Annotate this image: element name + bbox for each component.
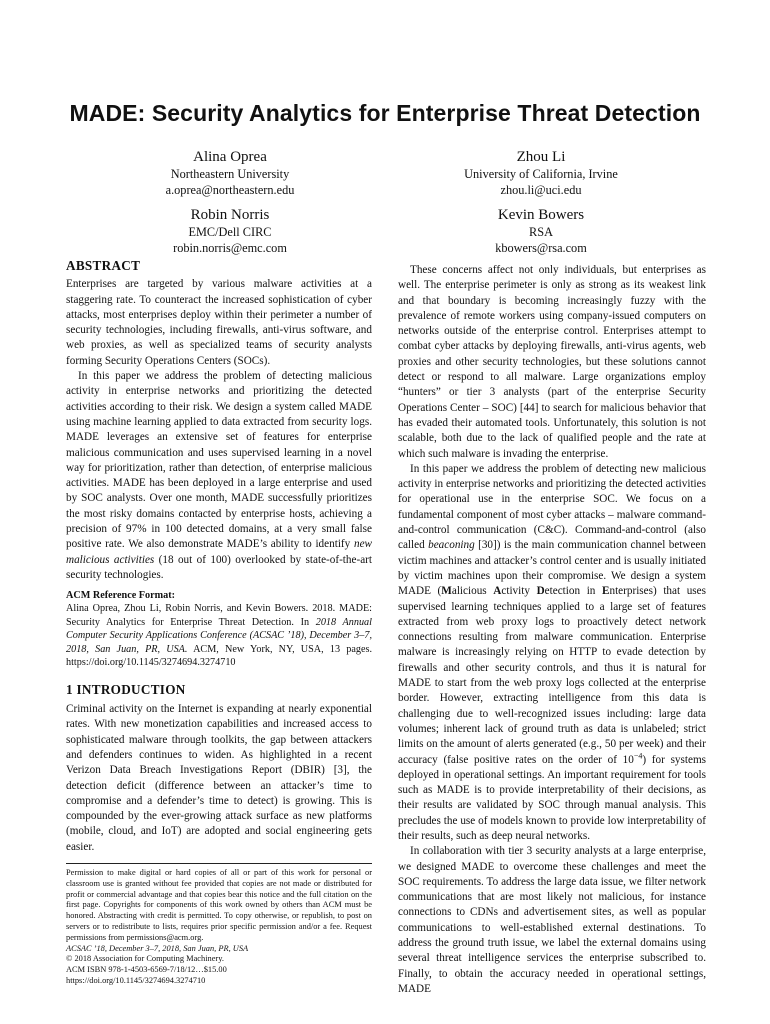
abstract-heading: ABSTRACT	[66, 258, 141, 273]
author-email[interactable]: robin.norris@emc.com	[173, 241, 287, 255]
doi-link[interactable]: https://doi.org/10.1145/3274694.3274710	[66, 975, 206, 985]
abstract-paragraph-2: In this paper we address the problem of detecting malicious activity in enterprise networks and prioritizing the detected activities according to their risk. We design a system called MADE using machine learning applied to data extracted from security logs. MADE leverages an extensive set of features for enterprise malicious communication and uses supervised learning in a novel way for prioritization, rather than detection, of enterprise malicious activities. MADE has been deployed in a large enterprise and used by SOC analysts. Over one month, MADE successfully prioritizes the most risky domains contacted by enterprise hosts, achieving a precision of 97% in 100 detected domains, at a very small false positive rate. We also demonstrate MADE’s ability to identify new malicious activities (18 out of 100) overlooked by state-of-the-art security technologies.	[66, 370, 373, 581]
author-name: Robin Norris	[190, 207, 270, 223]
acm-reference-heading: ACM Reference Format:	[66, 590, 175, 602]
author-affiliation: Northeastern University	[170, 167, 290, 181]
abstract-paragraph-1: Enterprises are targeted by various malware activities at a staggering rate. To counteract the increased sophistication of cyber attacks, most enterprises deploy within their perimeter a number of security technologies, including firewalls, anti-virus software, and web proxies, as well as specialized teams of security analysts forming Security Operations Centers (SOCs).	[66, 278, 372, 367]
author-name: Kevin Bowers	[497, 207, 585, 223]
paper-title: MADE: Security Analytics for Enterprise Threat Detection	[69, 100, 701, 126]
permission-notice	[66, 863, 372, 987]
intro-paragraph-1: Criminal activity on the Internet is expanding at nearly exponential rates. With new monetization capabilities and increased access to sophisticated malware through toolkits, the gap between attackers and defenders continues to widen. As highlighted in a recent Verizon Data Breach Investigations Report (DBIR) [3], the detection deficit (difference between an attacker’s time to compromise and a defender’s time to detect) is growing. This is compounded by the ever-growing attack surface as new platforms (mobile, cloud, and IoT) are adopted and social engineering gets easier.	[66, 703, 372, 853]
author-name: Zhou Li	[516, 149, 566, 165]
author-email[interactable]: kbowers@rsa.com	[495, 241, 587, 255]
right-paragraph-3: In collaboration with tier 3 security analysts at a large enterprise, we designed MADE to overcome these challenges and meet the SOC requirements. To address the large data issue, we filter network communications that are most likely not malicious, for instance connections to CDNs and advertisement sites, as well as popular communications to well-established external destinations. To address the ground truth issue, we label the external domains using several threat intelligence services the enterprise subscribed to. Finally, to obtain the accuracy needed in operational settings, MADE	[398, 845, 706, 995]
conference-line: ACSAC ’18, December 3–7, 2018, San Juan, PR, USA	[66, 943, 249, 953]
left-column	[66, 258, 372, 987]
author-name: Alina Oprea	[193, 149, 267, 165]
author-email[interactable]: a.oprea@northeastern.edu	[165, 183, 295, 197]
author-block-1	[80, 148, 380, 198]
right-paragraph-1: These concerns affect not only individuals, but enterprises as well. The enterprise perimeter is only as strong as its weakest link and that boundary is becoming increasingly fuzzy with the prevalence of remote workers using company-issued computers on networks outside of the enterprise control. Enterprises attempt to combat cyber attacks by deploying firewalls, anti-virus agents, web proxies and other security technologies, but these solutions cannot detect or respond to all malware. Large organizations employ “hunters” or tier 3 analysts (part of the enterprise Security Operations Center – SOC) [44] to search for malicious behavior that has evaded their automated tools. Unfortunately, this solution is not scalable, both due to the lack of qualified people and the rate at which such malware is invading the enterprise.	[398, 264, 706, 460]
superscript-exponent: −4	[633, 750, 643, 760]
acm-reference-text: Alina Oprea, Zhou Li, Robin Norris, and Kevin Bowers. 2018. MADE: Security Analytics for Enterprise Threat Detection. In 2018 Annual Computer Security Applications Conference (ACSAC ’18), December 3–7, 2018, San Juan, PR, USA. ACM, New York, NY, USA, 13 pages. https://doi.org/10.1145/3274694.3274710	[66, 603, 372, 669]
author-block-4	[391, 206, 691, 256]
right-column	[398, 263, 706, 997]
emphasis-beaconing: beaconing	[428, 539, 475, 552]
permission-text: Permission to make digital or hard copies of all or part of this work for personal or classroom use is granted without fee provided that copies are not made or distributed for profit or commercial advantage and that copies bear this notice and the full citation on the first page. Copyrights for components of this work owned by others than ACM must be honored. Abstracting with credit is permitted. To copy otherwise, or republish, to post on servers or to redistribute to lists, requires prior specific permission and/or a fee. Request permissions from permissions@acm.org.	[66, 868, 372, 942]
author-email[interactable]: zhou.li@uci.edu	[500, 183, 582, 197]
introduction-heading: 1 INTRODUCTION	[66, 681, 186, 697]
author-affiliation: EMC/Dell CIRC	[188, 225, 272, 239]
right-paragraph-2: In this paper we address the problem of detecting new malicious activity in enterprise networks and prioritizing the detected activities for operational use in the enterprise SOC. We focus on a fundamental component of most cyber attacks – malware command-and-control communication (C&C). Command-and-control (also called beaconing [30]) is the main communication channel between victim machines and attacker’s control center and is usually initiated by victim machines upon their compromise. We design a system MADE (Malicious Activity Detection in Enterprises) that uses supervised learning techniques applied to a large set of features extracted from web proxy logs to proactively detect network connections resulting from malware communication. Enterprise malware is increasingly relying on HTTP to evade detection by firewalls and other security controls, and thus it is natural for MADE to start from the web proxy logs collected at the enterprise border. However, extracting intelligence from this data is challenging due to well-recognized issues including: large data volumes; inherent lack of ground truth as data is unlabeled; strict limits on the amount of alerts generated (e.g., 50 per week) and their accuracy (false positive rates on the order of $10^{-4}$) for systems deployed in operational settings. An important requirement for tools such as MADE is to provide interpretability of their decisions, as their results are validated by SOC through manual analysis. This precludes the use of models known to provide low interpretability of their results, such as deep neural networks.	[398, 462, 706, 842]
author-block-3	[80, 206, 380, 256]
author-affiliation: RSA	[529, 225, 553, 239]
emphasis-new-malicious: new malicious activities	[66, 538, 372, 566]
isbn-line: ACM ISBN 978-1-4503-6569-7/18/12…$15.00	[66, 965, 227, 975]
author-affiliation: University of California, Irvine	[464, 167, 618, 181]
copyright-line: © 2018 Association for Computing Machinery.	[66, 954, 224, 964]
author-block-2	[391, 148, 691, 198]
